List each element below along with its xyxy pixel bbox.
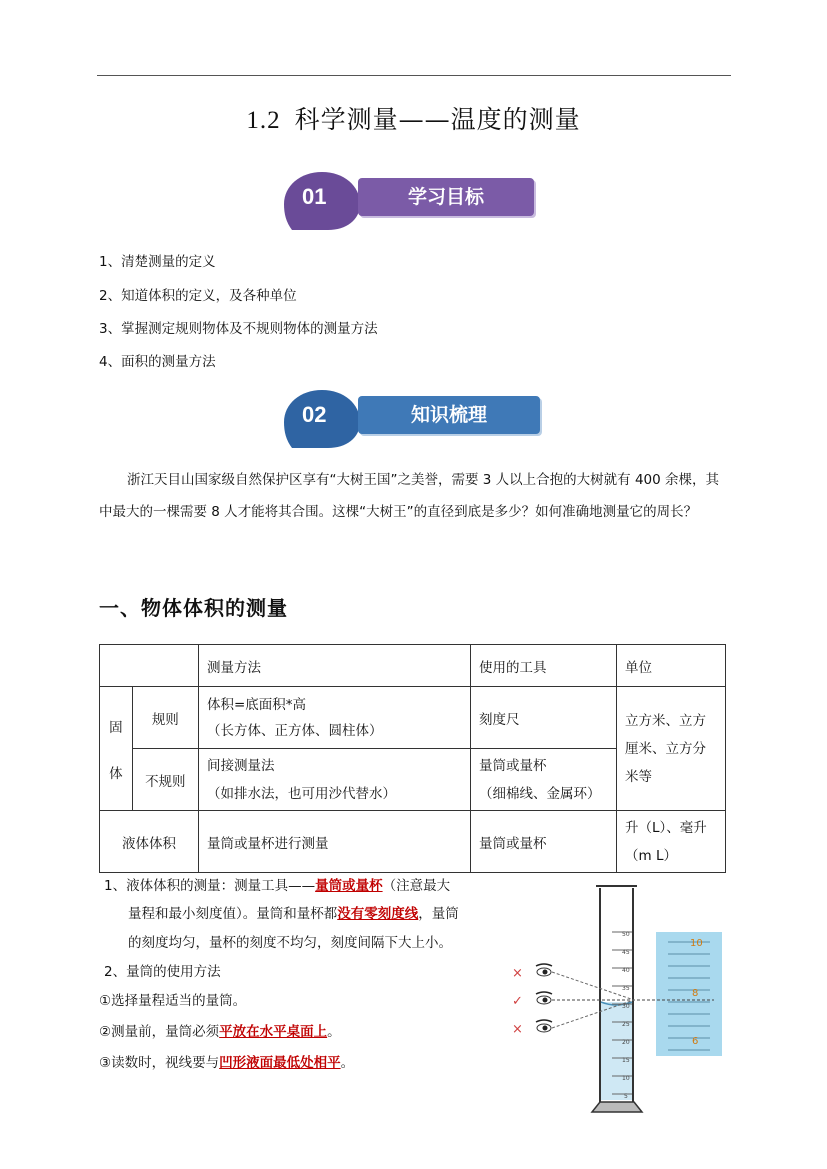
badge-number: 02 xyxy=(302,402,327,427)
cell-line: 量筒或量杯 xyxy=(479,757,547,774)
cell-line: 立方米、立方 xyxy=(625,712,706,729)
badge-number: 01 xyxy=(302,184,327,209)
cylinder-tick-label: 45 xyxy=(622,949,630,956)
note-line xyxy=(128,902,459,922)
note-text: 。 xyxy=(327,1024,341,1040)
table-corner xyxy=(100,645,199,687)
cell-line: 间接测量法 xyxy=(207,757,275,774)
note-text: ②测量前，量筒必须 xyxy=(99,1024,220,1040)
note-text: ，量筒 xyxy=(418,906,459,922)
cylinder-figure xyxy=(500,880,730,1130)
note-line: 的刻度均匀，量杯的刻度不均匀，刻度间隔下大上小。 xyxy=(128,935,452,951)
irregular-label: 不规则 xyxy=(132,749,198,811)
note-text: （注意最大 xyxy=(382,878,451,894)
cell-line: 米等 xyxy=(625,768,652,785)
note-text: 。 xyxy=(340,1055,355,1071)
title-number: 1.2 xyxy=(246,107,281,134)
cylinder-tick-label: 50 xyxy=(622,931,630,938)
liquid-unit xyxy=(617,811,726,873)
cell-line: 体积=底面积*高 xyxy=(207,696,307,713)
regular-method xyxy=(199,687,471,749)
note-text: 量程和最小刻度值）。量筒和量杯都 xyxy=(128,906,338,922)
goal-item: 4、面积的测量方法 xyxy=(99,354,216,370)
liquid-method: 量筒或量杯进行测量 xyxy=(199,811,471,873)
cylinder-tick-label: 10 xyxy=(622,1075,630,1082)
liquid-label: 液体体积 xyxy=(100,811,199,873)
eye-icon xyxy=(536,992,552,1004)
table-header: 使用的工具 xyxy=(471,645,617,687)
cell-line: （长方体、正方体、圆柱体） xyxy=(207,722,383,739)
irregular-tool xyxy=(471,749,617,811)
cylinder-tick-label: 25 xyxy=(622,1021,630,1028)
goal-item: 3、掌握测定规则物体及不规则物体的测量方法 xyxy=(99,321,378,337)
note-text: 1、液体体积的测量：测量工具—— xyxy=(104,878,316,894)
note-highlight: 没有零刻度线 xyxy=(337,906,419,922)
goal-item: 2、知道体积的定义，及各种单位 xyxy=(99,288,297,304)
step-line xyxy=(99,1020,341,1040)
goal-item: 1、清楚测量的定义 xyxy=(99,254,216,270)
section-heading: 一、物体体积的测量 xyxy=(99,596,288,620)
cell-line: （如排水法，也可用沙代替水） xyxy=(207,785,396,802)
wrong-mark-icon: × xyxy=(512,1022,523,1037)
note-highlight: 凹形液面最低处相平 xyxy=(219,1055,341,1071)
note-text: ③读数时，视线要与 xyxy=(99,1055,220,1071)
solid-unit xyxy=(617,687,726,811)
irregular-method xyxy=(199,749,471,811)
liquid-fill xyxy=(601,1002,632,1100)
cell-line: 厘米、立方分 xyxy=(625,740,706,757)
badge-label: 学习目标 xyxy=(358,178,534,216)
table-header: 测量方法 xyxy=(199,645,471,687)
cell-line: （m L） xyxy=(625,847,677,864)
step-line xyxy=(99,1051,354,1071)
regular-label: 规则 xyxy=(132,687,198,749)
cell-line: 升（L）、毫升 xyxy=(625,819,707,836)
cylinder-tick-label: 5 xyxy=(624,1093,628,1100)
solid-label: 固 xyxy=(109,719,123,736)
badge-label: 知识梳理 xyxy=(358,396,540,434)
title-text: 科学测量——温度的测量 xyxy=(294,105,581,134)
note-highlight: 平放在水平桌面上 xyxy=(219,1024,328,1040)
check-mark-icon: ✓ xyxy=(512,994,523,1009)
solid-cell xyxy=(100,687,133,811)
section-badge-goals xyxy=(282,168,534,232)
cell-line: （细棉线、金属环） xyxy=(479,785,601,802)
eye-icon xyxy=(536,964,552,976)
scale-label: 10 xyxy=(690,938,703,949)
scale-label: 8 xyxy=(692,988,699,999)
liquid-tool: 量筒或量杯 xyxy=(471,811,617,873)
cylinder-tick-label: 40 xyxy=(622,967,630,974)
header-rule xyxy=(97,75,731,76)
magnified-scale xyxy=(656,932,722,1056)
note-line xyxy=(104,874,450,894)
note-line: 2、量筒的使用方法 xyxy=(104,964,221,980)
eye-icon xyxy=(536,1020,552,1032)
wrong-mark-icon: × xyxy=(512,966,523,981)
solid-label: 体 xyxy=(109,765,123,782)
cylinder-tick-label: 15 xyxy=(622,1057,630,1064)
cylinder-tick-label: 35 xyxy=(622,985,630,992)
section-badge-knowledge xyxy=(282,386,540,450)
cylinder-tick-label: 30 xyxy=(622,1003,630,1010)
cylinder-tick-label: 20 xyxy=(622,1039,630,1046)
step-line: ①选择量程适当的量筒。 xyxy=(99,993,247,1009)
page-title xyxy=(0,100,827,136)
intro-paragraph: 浙江天目山国家级自然保护区享有“大树王国”之美誉，需要 3 人以上合抱的大树就有 400 余棵，其中最大的一棵需要 8 人才能将其合围。这棵“大树王”的直径到底是多少？如何准确地测量它的周长？ xyxy=(99,472,720,520)
volume-table xyxy=(99,644,726,873)
table-header: 单位 xyxy=(617,645,726,687)
regular-tool: 刻度尺 xyxy=(471,687,617,749)
scale-label: 6 xyxy=(692,1036,699,1047)
note-highlight: 量筒或量杯 xyxy=(315,878,383,894)
